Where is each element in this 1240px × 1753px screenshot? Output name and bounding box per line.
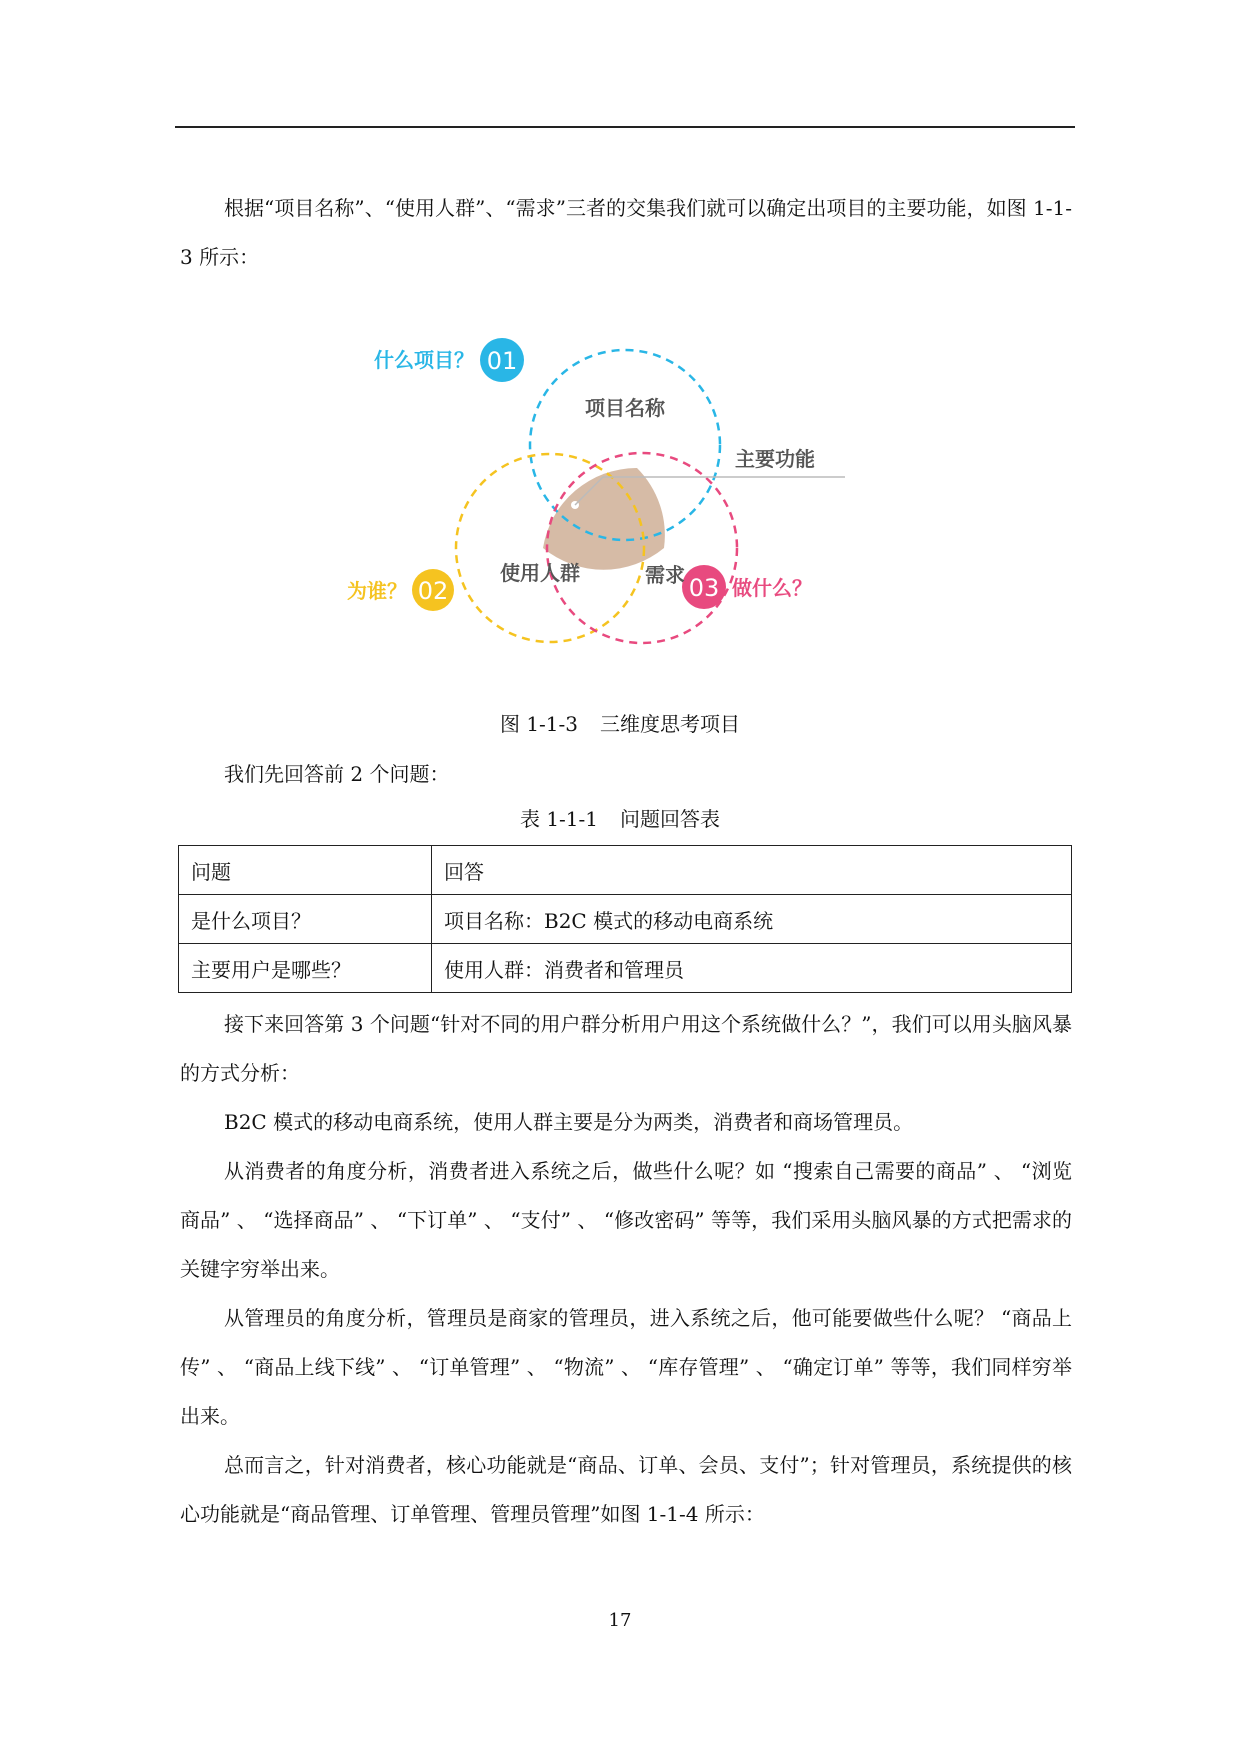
table-header-question: 问题 [179,846,432,895]
question-for-whom: 为谁？ [347,579,407,603]
badge-01-text: 01 [486,347,518,375]
table-cell: 主要用户是哪些？ [179,944,432,993]
label-user-group: 使用人群 [500,561,580,585]
page-number: 17 [608,1610,632,1631]
b2c-paragraph: B2C 模式的移动电商系统，使用人群主要是分为两类，消费者和商场管理员。 [224,1110,914,1134]
table-cell: 使用人群：消费者和管理员 [432,944,1072,993]
table-cell: 项目名称：B2C 模式的移动电商系统 [432,895,1072,944]
label-requirements: 需求 [645,563,685,587]
table-cell: 是什么项目？ [179,895,432,944]
label-main-function: 主要功能 [735,447,815,471]
table-row [179,944,1072,993]
table-header-row [179,846,1072,895]
venn-diagram [347,320,940,680]
qa-table [178,845,1072,993]
figure-caption [0,709,1240,739]
table-header-answer: 回答 [432,846,1072,895]
figure-caption-number: 图 1-1-3 [499,712,579,736]
table-caption-text: 问题回答表 [620,807,721,831]
consumer-paragraph: 从消费者的角度分析，消费者进入系统之后，做些什么呢？如 “搜索自己需要的商品” 、 “浏览商品” 、 “选择商品” 、 “下订单” 、 “支付” 、 “修改密码” 等等，我们采用头脑风暴的方式把需求的关键字穷举出来。 [180,1159,1072,1281]
table-row [179,895,1072,944]
figure-caption-text: 三维度思考项目 [600,712,741,736]
admin-paragraph: 从管理员的角度分析，管理员是商家的管理员，进入系统之后，他可能要做些什么呢？ “商品上传” 、 “商品上线下线” 、 “订单管理” 、 “物流” 、 “库存管理” 、 “确定订单” 等等，我们同样穷举出来。 [180,1306,1072,1428]
lead-in-paragraph: 我们先回答前 2 个问题： [224,762,450,786]
question3-paragraph: 接下来回答第 3 个问题“针对不同的用户群分析用户用这个系统做什么？”，我们可以用头脑风暴的方式分析： [180,1012,1072,1085]
venn-intersection [543,468,665,570]
badge-03-text: 03 [688,574,720,602]
table-caption [0,804,1240,834]
label-project-name: 项目名称 [585,396,665,420]
badge-02-text: 02 [417,577,449,605]
question-what-project: 什么项目？ [374,348,474,372]
table-caption-number: 表 1-1-1 [519,807,599,831]
intro-paragraph: 根据“项目名称”、“使用人群”、“需求”三者的交集我们就可以确定出项目的主要功能，如图 1-1-3 所示： [180,196,1072,269]
summary-paragraph: 总而言之，针对消费者，核心功能就是“商品、订单、会员、支付”；针对管理员，系统提供的核心功能就是“商品管理、订单管理、管理员管理”如图 1-1-4 所示： [180,1453,1072,1526]
question-do-what: 做什么？ [732,576,812,600]
header-rule [175,126,1075,128]
